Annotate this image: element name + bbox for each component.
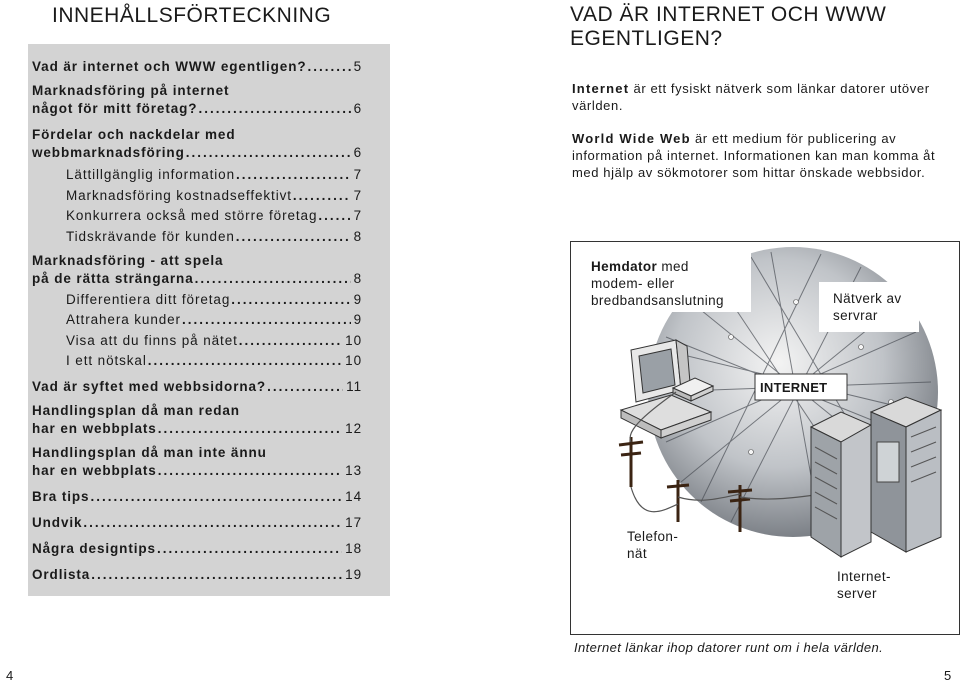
toc-page-number: 7 [353,208,362,223]
toc-box [28,44,390,596]
www-term: World Wide Web [572,131,691,146]
page-number-right: 5 [944,668,952,683]
toc-entry-title: Konkurrera också med större företag [66,208,318,223]
toc-page-number: 19 [345,567,362,582]
toc-page-number: 8 [353,271,362,286]
internet-figure [570,241,960,635]
toc-entry [66,166,362,184]
toc-leader-dots [186,144,351,162]
toc-entry [66,291,362,309]
toc-entry-title: Differentiera ditt företag [66,292,231,307]
toc-leader-dots [198,100,350,118]
network-label: Nätverk av servrar [833,291,902,323]
internet-label: INTERNET [760,380,828,395]
toc-entry-title: Några designtips [32,541,156,556]
toc-leader-dots [267,378,343,396]
toc-entry-title: Marknadsföring - att spela [32,253,224,268]
toc-leader-dots [308,58,351,76]
toc-heading: INNEHÅLLSFÖRTECKNING [52,4,332,27]
toc-leader-dots [83,514,342,532]
toc-entry [66,352,362,370]
toc-page-number: 6 [353,101,362,116]
internet-definition [572,80,960,114]
toc-entry-title: Tidskrävande för kunden [66,229,235,244]
toc-entry-title: Vad är internet och WWW egentligen? [32,59,307,74]
toc-leader-dots [195,270,351,288]
toc-entry-title: Fördelar och nackdelar med [32,127,236,142]
toc-entry-title: Vad är syftet med webbsidorna? [32,379,267,394]
page-number-left: 4 [6,668,14,683]
toc-page-number: 17 [345,515,362,530]
toc-page-number: 10 [345,353,362,368]
www-definition [572,130,960,181]
toc-entry-title: webbmarknadsföring [32,145,185,160]
toc-leader-dots [236,228,351,246]
toc-leader-dots [158,462,342,480]
toc-leader-dots [318,207,350,225]
toc-leader-dots [157,540,342,558]
server-icon [811,397,941,557]
toc-entry [32,126,362,162]
toc-entry [32,82,362,118]
toc-entry [32,58,362,76]
toc-entry-title: Undvik [32,515,83,530]
toc-page-number: 18 [345,541,362,556]
toc-page-number: 9 [353,292,362,307]
toc-entry [66,228,362,246]
toc-entry-title: Bra tips [32,489,90,504]
toc-entry-title: Handlingsplan då man redan [32,403,240,418]
toc-entry-title: I ett nötskal [66,353,147,368]
toc-page-number: 13 [345,463,362,478]
toc-entry-title: Ordlista [32,567,91,582]
toc-leader-dots [239,332,342,350]
toc-entry [32,488,362,506]
toc-entry [66,332,362,350]
toc-page-number: 11 [346,379,362,394]
toc-page-number: 8 [353,229,362,244]
toc-entry-title: Marknadsföring kostnadseffektivt [66,188,292,203]
toc-page-number: 6 [353,145,362,160]
section-heading: VAD ÄR INTERNET OCH WWW EGENTLIGEN? [570,3,887,50]
internet-term: Internet [572,81,630,96]
toc-leader-dots [231,291,350,309]
toc-entry [32,540,362,558]
toc-page-number: 12 [345,421,362,436]
toc-entry [32,402,362,438]
toc-entry-title: har en webbplats [32,421,157,436]
toc-entry [66,207,362,225]
telephone-network-label: Telefon- nät [627,529,679,561]
toc-entry [32,566,362,584]
toc-entry-title: Handlingsplan då man inte ännu [32,445,267,460]
toc-page-number: 14 [345,489,362,504]
figure-caption: Internet länkar ihop datorer runt om i hela världen. [574,640,884,655]
toc-page-number: 7 [353,167,362,182]
toc-entry-title: på de rätta strängarna [32,271,194,286]
toc-entry [32,252,362,288]
toc-entry-title: Lättillgänglig information [66,167,235,182]
toc-entry-title: Marknadsföring på internet [32,83,230,98]
toc-leader-dots [158,420,342,438]
toc-leader-dots [293,187,351,205]
toc-leader-dots [91,566,342,584]
toc-leader-dots [236,166,351,184]
toc-page-number: 9 [353,312,362,327]
toc-entry [32,378,362,396]
toc-page-number: 5 [353,59,362,74]
toc-leader-dots [90,488,342,506]
toc-leader-dots [148,352,342,370]
toc-entry [32,514,362,532]
toc-entry-title: har en webbplats [32,463,157,478]
home-computer-label: Hemdator med modem- eller bredbandsanslutning [591,259,724,308]
toc-leader-dots [182,311,351,329]
toc-page-number: 7 [353,188,362,203]
internet-server-label: Internet- server [837,569,891,601]
toc-entry [66,311,362,329]
toc-entry [66,187,362,205]
toc-entry-title: något för mitt företag? [32,101,198,116]
internet-text: är ett fysiskt nätverk som länkar datorer utöver världen. [572,81,930,113]
www-text: är ett medium för publicering av information på internet. Informationen kan man komma åt med hjälp av sökmotorer som hittar önskade webbsidor. [572,131,936,180]
toc-entry-title: Attrahera kunder [66,312,181,327]
toc-page-number: 10 [345,333,362,348]
toc-entry-title: Visa att du finns på nätet [66,333,238,348]
toc-entry [32,444,362,480]
